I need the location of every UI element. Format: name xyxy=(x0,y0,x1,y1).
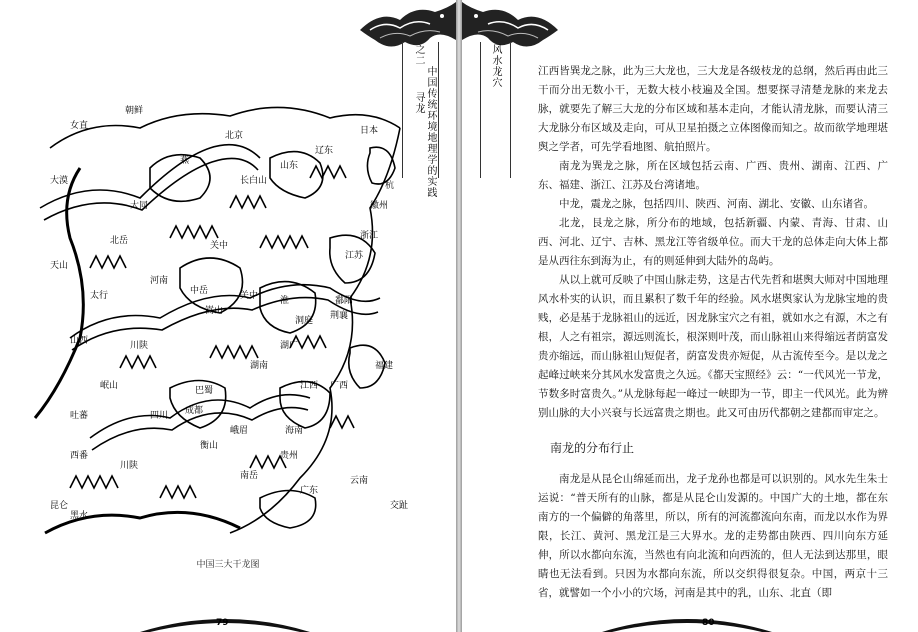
map-label: 衡山 xyxy=(200,441,219,451)
dragon-decoration-icon xyxy=(360,0,456,60)
map-label: 荆襄 xyxy=(330,311,349,321)
left-page xyxy=(0,0,456,632)
map-label: 贵州 xyxy=(280,451,299,461)
map-label: 湖广 xyxy=(280,341,299,351)
paragraph: 北龙，艮龙之脉，所分布的地域，包括新疆、内蒙、青海、甘肃、山西、河北、辽宁、吉林、黑龙江等省级单位。而大干龙的总体走向大体上都是从西往东到海为止，有的则延伸到大陆外的岛屿。 xyxy=(538,217,888,267)
map-caption: 中国三大干龙图 xyxy=(196,560,260,570)
map-label: 鄱阳 xyxy=(335,296,354,306)
map-label: 中岳 xyxy=(190,286,209,296)
map-label: 巴蜀 xyxy=(195,386,214,396)
map-label: 岷山 xyxy=(100,381,119,391)
map-label: 成都 xyxy=(185,406,204,416)
paragraph: 从以上就可反映了中国山脉走势，这是古代先哲和堪舆大师对中国地理风水朴实的认识，而且累积了数千年的经验。风水堪舆家认为龙脉宝地的贵贱，必是基于龙脉祖山的远近，因龙脉宝穴之有祖，就如水之有源，木之有根，人之有祖宗，源远则流长，根深则叶茂，而山脉祖山来得缩远者荫富发贵亦缩远，而山脉祖山短促者，荫富发贵亦短促，从古流传至今。是以龙之起峰过峡来分其风水发富贵之久远。《都天宝照经》云：“一代风光一节龙，节数多时富贵久。”从龙脉每起一峰过一峡即为一节，即主一代风光。此为辨别山脉的大小兴衰与长远富贵之期也。此又可由历代都朝之建都而审定之。 xyxy=(538,274,888,419)
map-label: 山东 xyxy=(280,161,299,171)
paragraph: 江西皆巽龙之脉，此为三大龙也，三大龙是各级枝龙的总纲，然后再由此三干而分出无数小干，无数大枝小枝遍及全国。想要探寻清楚龙脉的来龙去脉，就要先了解三大龙的分布区域和基本走向，才能认清龙脉，而要认清三大龙脉分布区域及走向，可从卫星拍摄之立体图像而知之。故而欲学地理堪舆之学者，可先学看地图、航拍照片。 xyxy=(538,65,888,153)
map-label: 朝鲜 xyxy=(125,106,144,116)
map-label: 川陕 xyxy=(130,341,149,351)
map-label: 嵩山 xyxy=(205,306,224,316)
map-label: 长白山 xyxy=(240,176,268,186)
map-label: 海南 xyxy=(285,426,304,436)
map-label: 江西 xyxy=(300,381,319,391)
map-label: 吐蕃 xyxy=(70,411,89,421)
map-label: 燕 xyxy=(180,156,190,166)
map-label: 山西 xyxy=(70,336,89,346)
map-label: 大同 xyxy=(130,201,149,211)
map-label: 北京 xyxy=(225,131,244,141)
map-label: 浙江 xyxy=(360,231,379,241)
chapter-title: 中国传统环境地理学的实践 xyxy=(425,66,436,198)
map-label: 广西 xyxy=(330,381,349,391)
header-rule xyxy=(480,42,481,178)
map-label: 四川 xyxy=(150,411,169,421)
header-rule xyxy=(438,42,439,178)
map-label: 峨眉 xyxy=(230,426,249,436)
section-label: 寻龙 xyxy=(413,92,424,114)
dragon-vein-map xyxy=(30,88,420,543)
map-label: 辽东 xyxy=(315,146,334,156)
map-label: 交趾 xyxy=(390,501,409,511)
map-label: 河南 xyxy=(150,276,169,286)
map-label: 关中 xyxy=(240,291,259,301)
map-label: 大漠 xyxy=(50,176,69,186)
body-text xyxy=(538,62,888,603)
map-label: 昆仑 xyxy=(50,501,69,511)
section-heading: 南龙的分布行止 xyxy=(550,441,635,455)
map-label: 北岳 xyxy=(110,236,129,246)
map-label: 云南 xyxy=(350,476,369,486)
paragraph: 中龙，震龙之脉，包括四川、陕西、河南、湖北、安徽、山东诸省。 xyxy=(559,198,874,210)
map-label: 川陕 xyxy=(120,461,139,471)
map-label: 西番 xyxy=(70,451,89,461)
paragraph: 南龙是从昆仑山绵延而出，龙子龙孙也都是可以识别的。风水先生朱士运说：“普天所有的山脉，都是从昆仑山发源的。中国广大的土地，都在东南方的一个偏僻的角落里，所以，所有的河流都流向东南，而龙以水作为界限，长江、黄河、黑龙江是三大界水。龙的走势都由陕西、四川向东方延伸，所以水都向东流，当然也有向北流和向西流的，但人无法到达那里，眼睛也无法看到。只因为水都向东流，所以交织得很复杂。中国，两京十三省，就譬如一个小小的穴场，河南是其中的乳，山东、北直（即 xyxy=(538,473,888,599)
chapter-number: 之二 xyxy=(413,44,424,66)
map-label: 广东 xyxy=(300,486,319,496)
map-label: 关中 xyxy=(210,241,229,251)
footer-ornament xyxy=(602,612,772,632)
paragraph: 南龙为巽龙之脉，所在区域包括云南、广西、贵州、湖南、江西、广东、福建、浙江、江苏及台湾诸地。 xyxy=(538,160,888,191)
map-label: 徽州 xyxy=(370,201,389,211)
map-label: 黑水 xyxy=(70,511,89,521)
map-label: 日本 xyxy=(360,126,379,136)
map-label: 太行 xyxy=(90,291,109,301)
map-label: 湖南 xyxy=(250,361,269,371)
map-label: 杭 xyxy=(385,181,395,191)
map-label: 淮 xyxy=(280,296,290,306)
map-label: 南岳 xyxy=(240,471,259,481)
map-label: 江苏 xyxy=(345,251,364,261)
page-number-right: 80 xyxy=(702,618,715,628)
map-label: 福建 xyxy=(375,361,394,371)
right-page xyxy=(462,0,918,632)
map-label: 女直 xyxy=(70,121,89,131)
map-label: 洞庭 xyxy=(295,316,314,326)
map-label: 天山 xyxy=(50,261,69,271)
header-rule xyxy=(510,42,511,178)
book-title: 风水龙穴 xyxy=(490,44,501,88)
page-number-left: 79 xyxy=(216,618,229,628)
